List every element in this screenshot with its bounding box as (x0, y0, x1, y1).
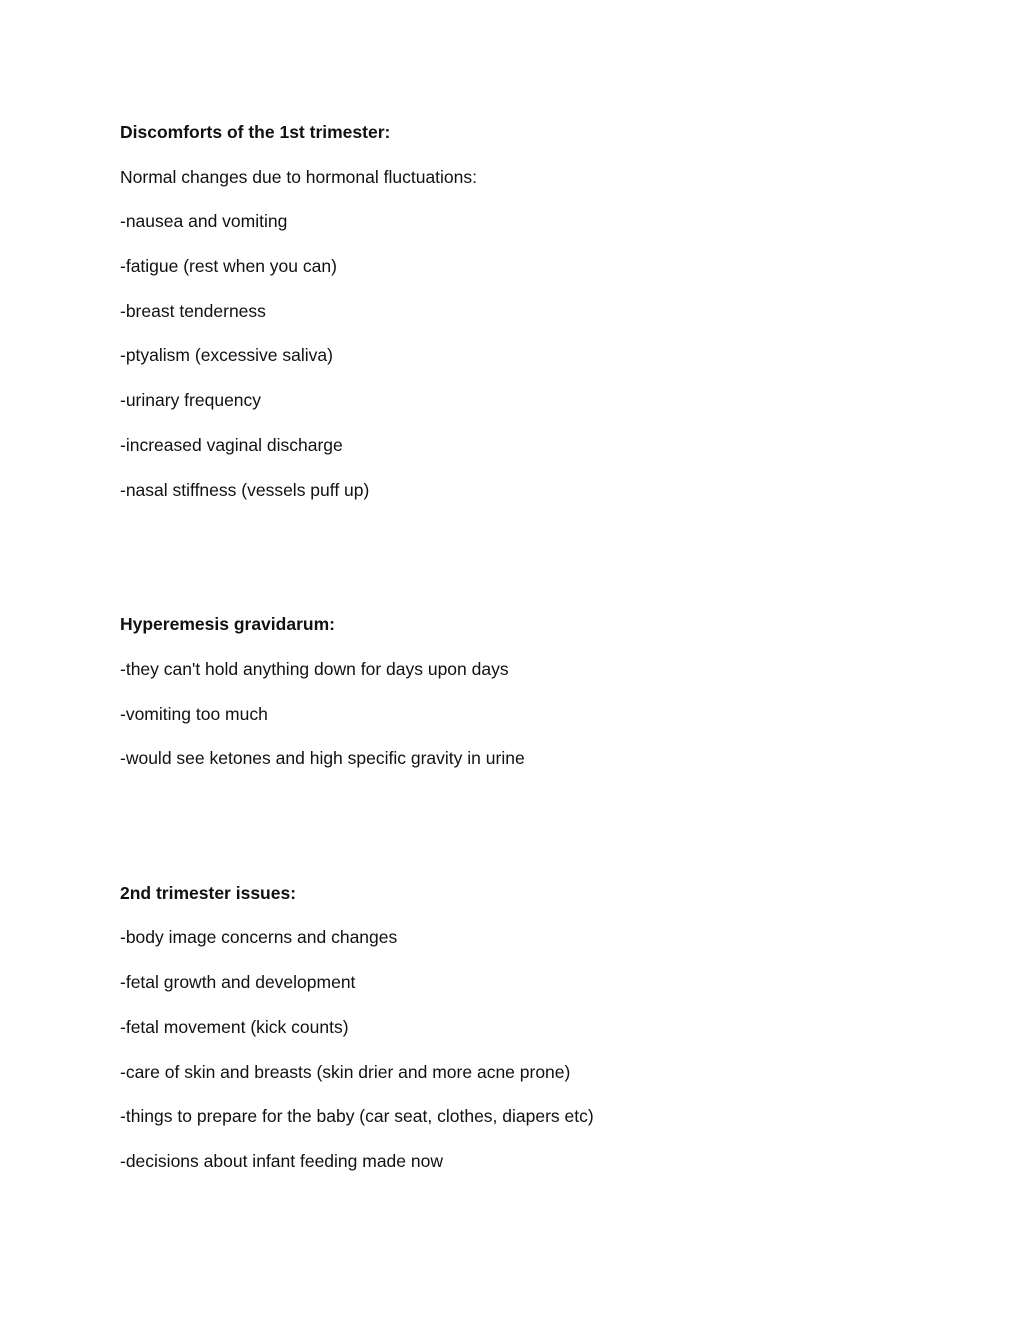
list-item: -fetal growth and development (120, 972, 356, 992)
section-intro-line: Normal changes due to hormonal fluctuations: (120, 167, 478, 187)
list-item: -care of skin and breasts (skin drier and more acne prone) (120, 1062, 571, 1082)
list-item: -fetal movement (kick counts) (120, 1017, 349, 1037)
list-item: -nasal stiffness (vessels puff up) (120, 480, 370, 500)
list-item: -nausea and vomiting (120, 211, 288, 231)
section-heading-second-trimester: 2nd trimester issues: (120, 883, 297, 903)
section-heading-first-trimester: Discomforts of the 1st trimester: (120, 122, 391, 142)
list-item: -fatigue (rest when you can) (120, 256, 337, 276)
section-heading-hyperemesis: Hyperemesis gravidarum: (120, 614, 335, 634)
list-item: -would see ketones and high specific gravity in urine (120, 748, 525, 768)
list-item: -things to prepare for the baby (car seat, clothes, diapers etc) (120, 1106, 594, 1126)
list-item: -decisions about infant feeding made now (120, 1151, 443, 1171)
list-item: -vomiting too much (120, 704, 268, 724)
list-item: -increased vaginal discharge (120, 435, 343, 455)
list-item: -ptyalism (excessive saliva) (120, 345, 333, 365)
list-item: -breast tenderness (120, 301, 266, 321)
list-item: -urinary frequency (120, 390, 262, 410)
list-item: -body image concerns and changes (120, 927, 398, 947)
list-item: -they can't hold anything down for days upon days (120, 659, 509, 679)
